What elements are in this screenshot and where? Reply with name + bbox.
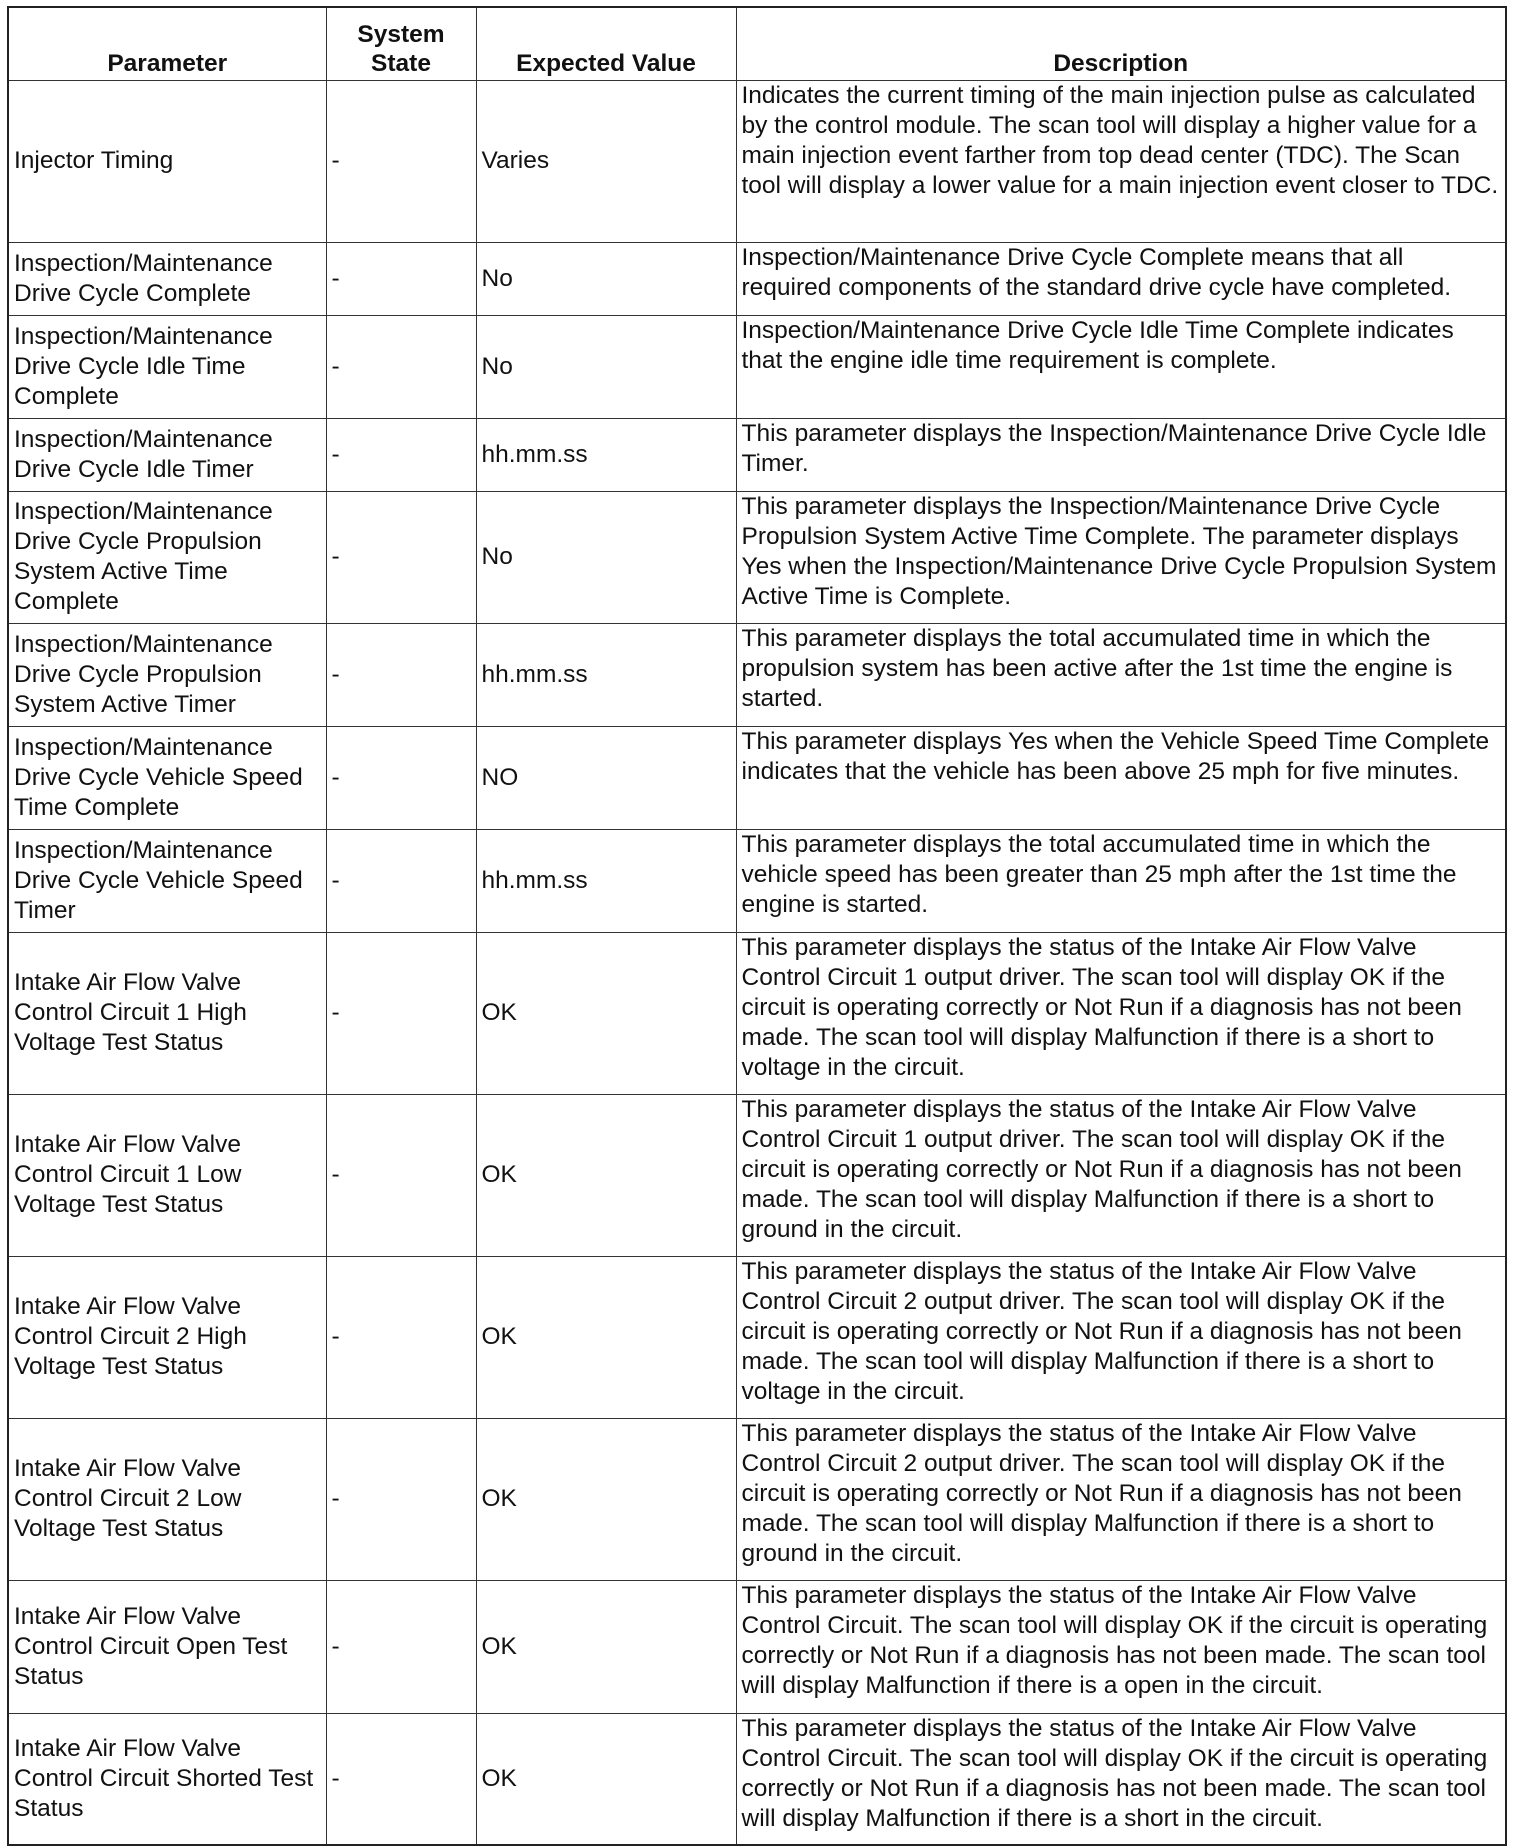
cell-system-state: - bbox=[326, 491, 476, 623]
cell-description: This parameter displays the Inspection/Maintenance Drive Cycle Idle Timer. bbox=[736, 418, 1506, 491]
cell-expected-value: No bbox=[476, 242, 736, 315]
cell-expected-value: No bbox=[476, 491, 736, 623]
cell-description: Indicates the current timing of the main injection pulse as calculated by the control module. The scan tool will display a higher value for a main injection event farther from top dead center (TDC). The Scan tool will display a lower value for a main injection event closer to TDC. bbox=[736, 80, 1506, 242]
cell-description: This parameter displays the status of the Intake Air Flow Valve Control Circuit 1 output driver. The scan tool will display OK if the circuit is operating correctly or Not Run if a diagnosis has not been made. The scan tool will display Malfunction if there is a short to voltage in the circuit. bbox=[736, 932, 1506, 1094]
cell-description: Inspection/Maintenance Drive Cycle Complete means that all required components of the standard drive cycle have completed. bbox=[736, 242, 1506, 315]
table-row bbox=[8, 80, 1506, 242]
table-row bbox=[8, 242, 1506, 315]
table-row bbox=[8, 829, 1506, 932]
header-description: Description bbox=[736, 7, 1506, 80]
cell-system-state: - bbox=[326, 623, 476, 726]
cell-expected-value: OK bbox=[476, 1580, 736, 1713]
table-row bbox=[8, 491, 1506, 623]
table-row bbox=[8, 1418, 1506, 1580]
cell-description: This parameter displays the status of the Intake Air Flow Valve Control Circuit 2 output driver. The scan tool will display OK if the circuit is operating correctly or Not Run if a diagnosis has not been made. The scan tool will display Malfunction if there is a short to ground in the circuit. bbox=[736, 1418, 1506, 1580]
header-parameter: Parameter bbox=[8, 7, 326, 80]
cell-parameter: Intake Air Flow Valve Control Circuit Open Test Status bbox=[8, 1580, 326, 1713]
cell-description: This parameter displays the status of the Intake Air Flow Valve Control Circuit. The scan tool will display OK if the circuit is operating correctly or Not Run if a diagnosis has not been made. The scan tool will display Malfunction if there is a short in the circuit. bbox=[736, 1713, 1506, 1845]
cell-parameter: Inspection/Maintenance Drive Cycle Idle Timer bbox=[8, 418, 326, 491]
header-expected-value: Expected Value bbox=[476, 7, 736, 80]
cell-expected-value: OK bbox=[476, 932, 736, 1094]
cell-parameter: Inspection/Maintenance Drive Cycle Propulsion System Active Timer bbox=[8, 623, 326, 726]
table-row bbox=[8, 315, 1506, 418]
cell-description: This parameter displays the status of the Intake Air Flow Valve Control Circuit 2 output driver. The scan tool will display OK if the circuit is operating correctly or Not Run if a diagnosis has not been made. The scan tool will display Malfunction if there is a short to voltage in the circuit. bbox=[736, 1256, 1506, 1418]
cell-expected-value: OK bbox=[476, 1094, 736, 1256]
cell-expected-value: hh.mm.ss bbox=[476, 623, 736, 726]
cell-description: This parameter displays the Inspection/Maintenance Drive Cycle Propulsion System Active Time Complete. The parameter displays Yes when the Inspection/Maintenance Drive Cycle Propulsion System Active Time is Complete. bbox=[736, 491, 1506, 623]
cell-parameter: Intake Air Flow Valve Control Circuit 2 Low Voltage Test Status bbox=[8, 1418, 326, 1580]
cell-expected-value: hh.mm.ss bbox=[476, 418, 736, 491]
table-row bbox=[8, 1094, 1506, 1256]
cell-expected-value: No bbox=[476, 315, 736, 418]
table-row bbox=[8, 1580, 1506, 1713]
cell-description: This parameter displays the status of the Intake Air Flow Valve Control Circuit. The scan tool will display OK if the circuit is operating correctly or Not Run if a diagnosis has not been made. The scan tool will display Malfunction if there is a open in the circuit. bbox=[736, 1580, 1506, 1713]
header-system-state: System State bbox=[326, 7, 476, 80]
cell-description: This parameter displays Yes when the Vehicle Speed Time Complete indicates that the vehicle has been above 25 mph for five minutes. bbox=[736, 726, 1506, 829]
cell-parameter: Injector Timing bbox=[8, 80, 326, 242]
cell-system-state: - bbox=[326, 726, 476, 829]
cell-description: Inspection/Maintenance Drive Cycle Idle Time Complete indicates that the engine idle time requirement is complete. bbox=[736, 315, 1506, 418]
cell-system-state: - bbox=[326, 1256, 476, 1418]
cell-parameter: Intake Air Flow Valve Control Circuit 1 High Voltage Test Status bbox=[8, 932, 326, 1094]
cell-system-state: - bbox=[326, 932, 476, 1094]
cell-expected-value: OK bbox=[476, 1713, 736, 1845]
cell-system-state: - bbox=[326, 1418, 476, 1580]
table-row bbox=[8, 932, 1506, 1094]
table-row bbox=[8, 623, 1506, 726]
cell-parameter: Inspection/Maintenance Drive Cycle Propulsion System Active Time Complete bbox=[8, 491, 326, 623]
table-row bbox=[8, 726, 1506, 829]
cell-parameter: Inspection/Maintenance Drive Cycle Idle Time Complete bbox=[8, 315, 326, 418]
cell-parameter: Intake Air Flow Valve Control Circuit Shorted Test Status bbox=[8, 1713, 326, 1845]
cell-parameter: Inspection/Maintenance Drive Cycle Vehicle Speed Time Complete bbox=[8, 726, 326, 829]
cell-system-state: - bbox=[326, 242, 476, 315]
cell-expected-value: OK bbox=[476, 1256, 736, 1418]
cell-system-state: - bbox=[326, 1094, 476, 1256]
table-row bbox=[8, 1713, 1506, 1845]
document-page bbox=[7, 6, 1505, 1846]
cell-description: This parameter displays the total accumulated time in which the vehicle speed has been greater than 25 mph after the 1st time the engine is started. bbox=[736, 829, 1506, 932]
cell-system-state: - bbox=[326, 80, 476, 242]
cell-parameter: Inspection/Maintenance Drive Cycle Vehicle Speed Timer bbox=[8, 829, 326, 932]
table-row bbox=[8, 418, 1506, 491]
table-body bbox=[8, 80, 1506, 1845]
table-header-row bbox=[8, 7, 1506, 80]
table-row bbox=[8, 1256, 1506, 1418]
cell-system-state: - bbox=[326, 1713, 476, 1845]
parameter-table bbox=[7, 6, 1507, 1846]
cell-system-state: - bbox=[326, 315, 476, 418]
cell-system-state: - bbox=[326, 829, 476, 932]
cell-system-state: - bbox=[326, 418, 476, 491]
cell-parameter: Intake Air Flow Valve Control Circuit 2 High Voltage Test Status bbox=[8, 1256, 326, 1418]
cell-description: This parameter displays the status of the Intake Air Flow Valve Control Circuit 1 output driver. The scan tool will display OK if the circuit is operating correctly or Not Run if a diagnosis has not been made. The scan tool will display Malfunction if there is a short to ground in the circuit. bbox=[736, 1094, 1506, 1256]
cell-expected-value: OK bbox=[476, 1418, 736, 1580]
cell-expected-value: hh.mm.ss bbox=[476, 829, 736, 932]
cell-expected-value: Varies bbox=[476, 80, 736, 242]
cell-parameter: Intake Air Flow Valve Control Circuit 1 Low Voltage Test Status bbox=[8, 1094, 326, 1256]
cell-description: This parameter displays the total accumulated time in which the propulsion system has been active after the 1st time the engine is started. bbox=[736, 623, 1506, 726]
cell-system-state: - bbox=[326, 1580, 476, 1713]
cell-parameter: Inspection/Maintenance Drive Cycle Complete bbox=[8, 242, 326, 315]
cell-expected-value: NO bbox=[476, 726, 736, 829]
